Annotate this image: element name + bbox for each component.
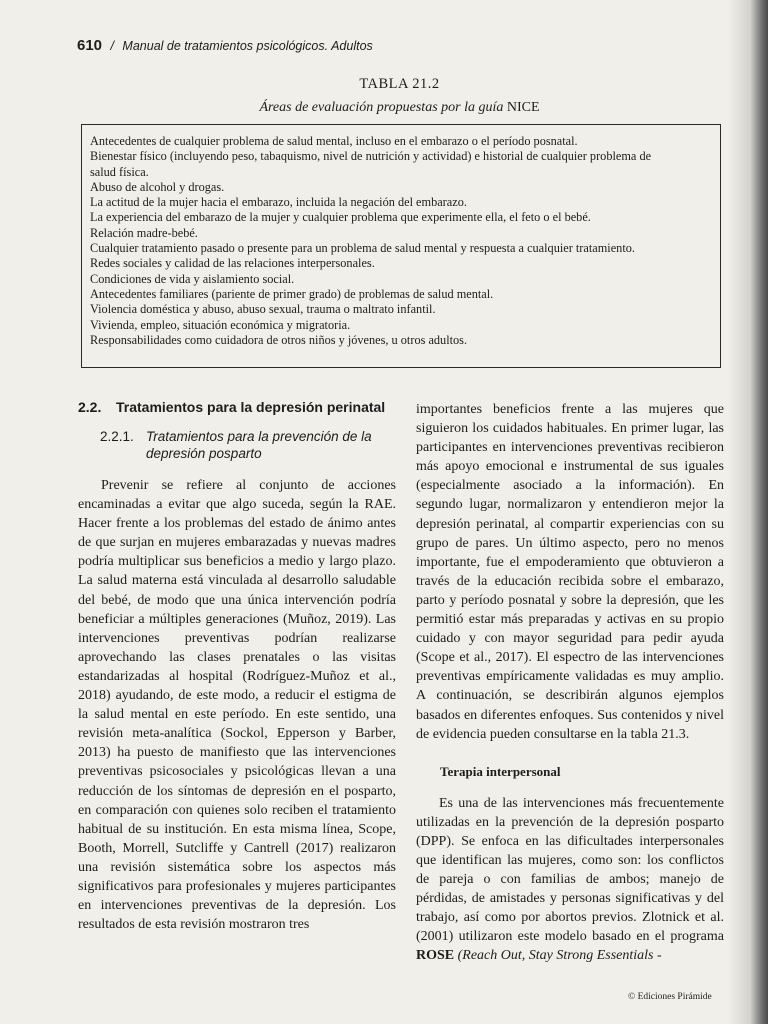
table-row: Condiciones de vida y aislamiento social. xyxy=(90,271,295,286)
table-subtitle-acronym: NICE xyxy=(506,100,540,115)
table-subtitle xyxy=(77,100,722,116)
table-row: Vivienda, empleo, situación económica y migratoria. xyxy=(90,317,351,332)
table-row: Violencia doméstica y abuso, abuso sexual, trauma o maltrato infantil. xyxy=(90,302,436,317)
page-edge-shadow xyxy=(728,0,768,1024)
page-number: 610 xyxy=(77,37,103,54)
table-row: salud física. xyxy=(90,164,149,179)
section-title: Tratamientos para la depresión perinatal xyxy=(116,399,386,415)
section-number: 2.2. xyxy=(78,399,102,415)
left-column xyxy=(78,398,396,934)
subsection-heading xyxy=(78,428,396,462)
table-row: La experiencia del embarazo de la mujer y cualquier problema que experimente ella, el feto o el bebé. xyxy=(90,210,591,225)
right-paragraph-2 xyxy=(416,794,724,966)
header-separator: / xyxy=(110,39,114,53)
section-heading xyxy=(78,398,396,416)
table-row: Abuso de alcohol y drogas. xyxy=(90,179,225,194)
left-paragraph: Prevenir se refiere al conjunto de acciones encaminadas a evitar que algo suceda, según la RAE. Hacer frente a los problemas del estado de ánimo antes de que surjan en mujeres embarazadas y nuevas madres podría multiplicar sus beneficios a medio y largo plazo. La salud materna está vinculada al desarrollo saludable del bebé, de modo que una única intervención podría beneficiar a múltiples generaciones (Muñoz, 2019). Las intervenciones preventivas podrían realizarse aprovechando las clases prenatales o las visitas estandarizadas al hospital (Rodríguez-Muñoz et al., 2018) ayudando, de este modo, a reducir el estigma de la salud mental en este período. En este sentido, una revisión meta-analítica (Sockol, Epperson y Barber, 2013) ha puesto de manifiesto que las intervenciones preventivas psicosociales y psicológicas llevan a una reducción de los síntomas de depresión en el posparto, en comparación con quienes solo reciben el tratamiento habitual de su institución. En esta misma línea, Scope, Booth, Morrell, Sutcliffe y Cantrell (2017) realizaron una revisión sistemática sobre los aspectos más significativos para profesionales y mujeres participantes en intervenciones preventivas de la depresión. Los resultados de esta revisión mostraron tres xyxy=(78,478,396,933)
table-row: Bienestar físico (incluyendo peso, tabaquismo, nivel de nutrición y actividad) e historial de cualquier problema de xyxy=(90,149,652,164)
subsection-number: 2.2.1. xyxy=(100,429,134,444)
running-header xyxy=(77,37,373,55)
table-row: Cualquier tratamiento pasado o presente para un problema de salud mental y respuesta a cualquier tratamiento. xyxy=(90,241,635,256)
publisher-footer: © Ediciones Pirámide xyxy=(628,992,712,1002)
right-paragraph-1: importantes beneficios frente a las mujeres que siguieron los cuidados habituales. En primer lugar, las participantes en intervenciones preventivas recibieron más apoyo emocional e instrumental de sus iguales (especialmente asociado a la información). En segundo lugar, normalizaron y entendieron mejor la depresión perinatal, al compartir experiencias con su grupo de pares. Un último aspecto, pero no menos importante, fue el empoderamiento que obtuvieron a través de la educación recibida sobre el embarazo, parto y período posnatal y sobre la depresión, que les permitió estar más preparadas y activas en su propio cuidado y con mayor seguridad para pedir ayuda (Scope et al., 2017). El espectro de las intervenciones preventivas empíricamente validadas es muy amplio. A continuación, se describirán algunos ejemplos basados en diferentes enfoques. Sus contenidos y nivel de evidencia pueden consultarse en la tabla 21.3. xyxy=(416,402,724,742)
paragraph-text: Es una de las intervenciones más frecuentemente utilizadas en la prevención de la depresión posparto (DPP). Se enfoca en las dificultades interpersonales que identifican las mujeres, como son: los conflictos de pareja o con familias de ambos; manejo de pérdidas, de amistades y personas significativas y del trabajo, así como por abortos previos. Zlotnick et al. (2001) utilizaron este modelo basado en el programa xyxy=(416,795,724,945)
right-column xyxy=(416,400,724,966)
table-row: Redes sociales y calidad de las relaciones interpersonales. xyxy=(90,256,375,271)
table-subtitle-italic: Áreas de evaluación propuestas por la guía xyxy=(259,100,504,115)
subheading-interpersonal-therapy: Terapia interpersonal xyxy=(440,763,561,779)
subsection-title: Tratamientos para la prevención de la depresión posparto xyxy=(146,429,372,461)
program-expansion: (Reach Out, Stay Strong Essentials - xyxy=(457,948,662,964)
running-title: Manual de tratamientos psicológicos. Adultos xyxy=(122,39,373,53)
evaluation-areas-table xyxy=(81,124,721,368)
table-row: Relación madre-bebé. xyxy=(90,225,198,240)
table-row: Responsabilidades como cuidadora de otros niños y jóvenes, u otros adultos. xyxy=(90,332,468,347)
table-row: Antecedentes familiares (pariente de primer grado) de problemas de salud mental. xyxy=(90,286,494,301)
table-title: TABLA 21.2 xyxy=(359,76,440,92)
program-name: ROSE xyxy=(416,948,455,964)
table-row: Antecedentes de cualquier problema de salud mental, incluso en el embarazo o el período posnatal. xyxy=(90,134,578,148)
table-row: La actitud de la mujer hacia el embarazo, incluida la negación del embarazo. xyxy=(90,195,467,210)
